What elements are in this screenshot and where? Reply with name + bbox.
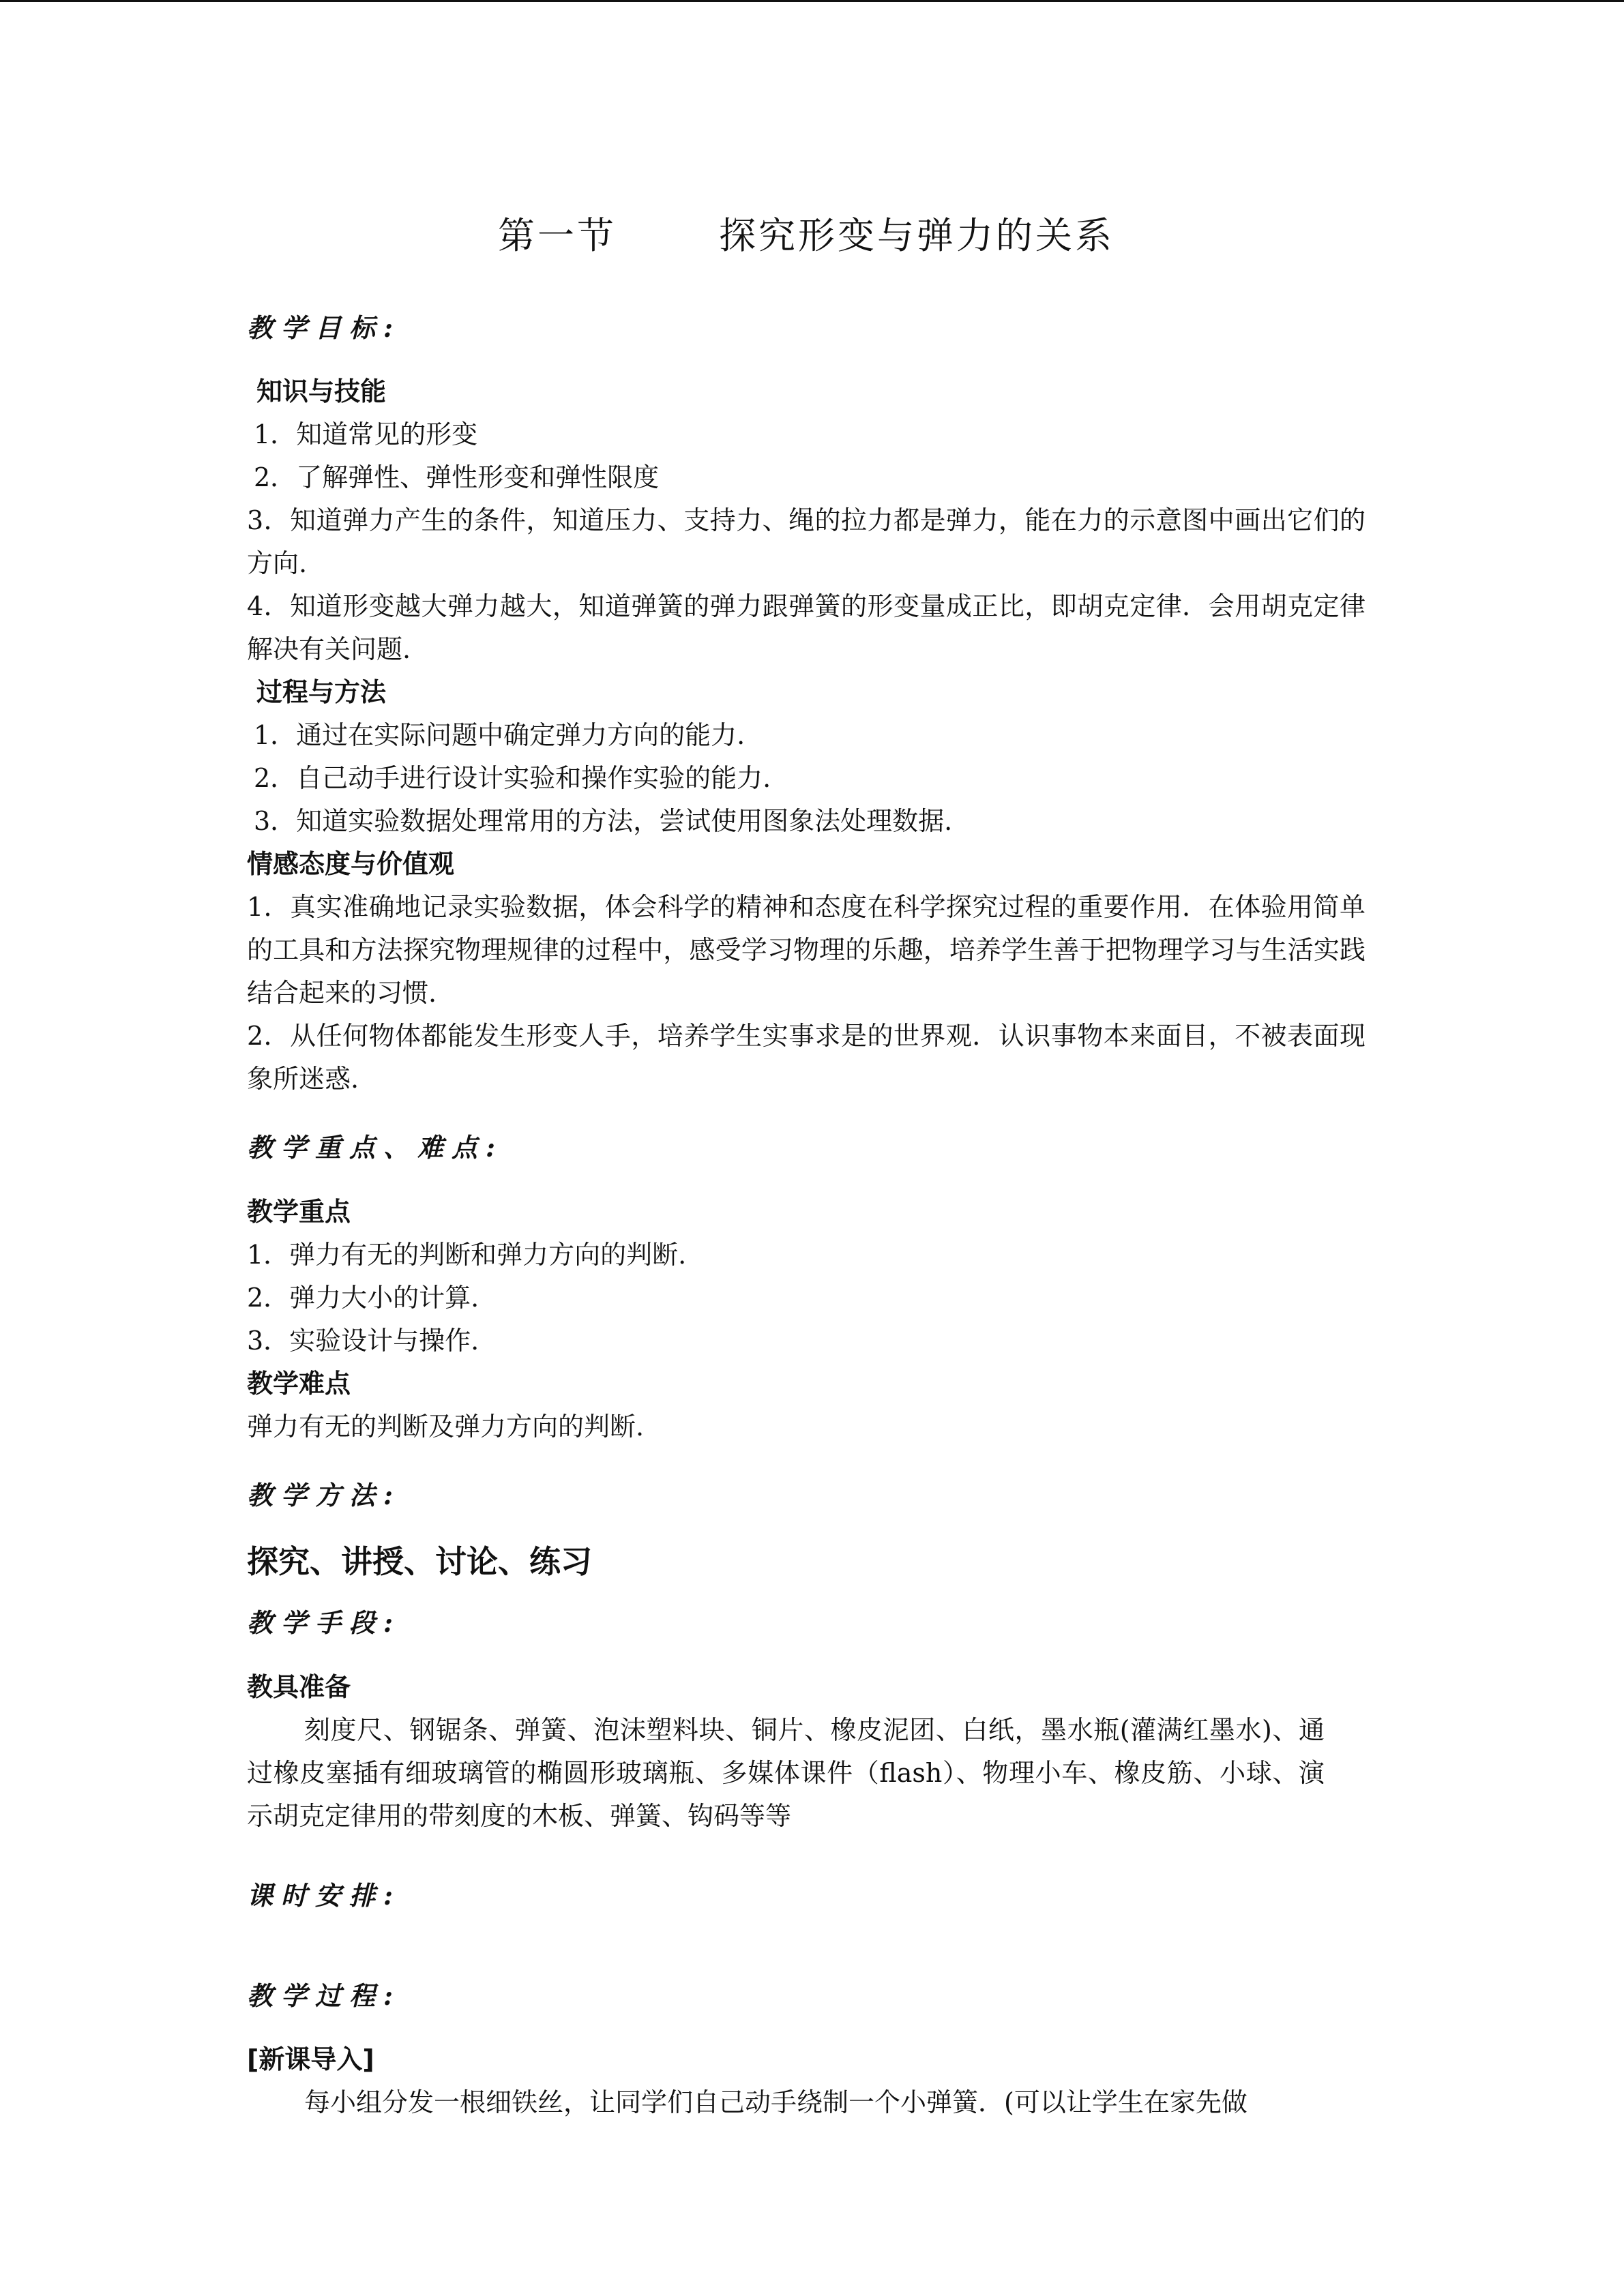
section-heading-means: 教学手段:	[247, 1607, 402, 1639]
document-content	[247, 207, 1365, 2124]
intro-text: 每小组分发一根细铁丝，让同学们自己动手绕制一个小弹簧．(可以让学生在家先做	[304, 2087, 1247, 2118]
knowledge-item: 2．了解弹性、弹性形变和弹性限度	[254, 462, 660, 493]
knowledge-item: 3．知道弹力产生的条件，知道压力、支持力、绳的拉力都是弹力，能在力的示意图中画出它们的方向.	[247, 505, 1365, 579]
subheading-tools: 教具准备	[247, 1671, 351, 1702]
process-item: 1．通过在实际问题中确定弹力方向的能力.	[254, 720, 745, 751]
title-text: 探究形变与弹力的关系	[719, 214, 1114, 257]
section-heading-focus: 教学重点、难点:	[247, 1132, 504, 1163]
subheading-intro: [新课导入]	[247, 2044, 374, 2075]
process-item: 2．自己动手进行设计实验和操作实验的能力.	[254, 763, 771, 794]
subheading-emotion: 情感态度与价值观	[247, 849, 455, 880]
subheading-difficult-points: 教学难点	[247, 1368, 351, 1399]
section-heading-method: 教学方法:	[247, 1479, 402, 1510]
process-item: 3．知道实验数据处理常用的方法，尝试使用图象法处理数据.	[254, 806, 953, 837]
subheading-knowledge: 知识与技能	[256, 376, 387, 407]
section-heading-schedule: 课时安排:	[247, 1879, 402, 1911]
key-point-item: 2．弹力大小的计算.	[247, 1282, 479, 1313]
difficult-point-text: 弹力有无的判断及弹力方向的判断.	[247, 1411, 645, 1442]
section-heading-goals: 教学目标:	[247, 312, 402, 343]
subheading-key-points: 教学重点	[247, 1196, 351, 1227]
key-point-item: 1．弹力有无的判断和弹力方向的判断.	[247, 1239, 687, 1270]
emotion-item: 2．从任何物体都能发生形变人手，培养学生实事求是的世界观．认识事物本来面目，不被表面现象所迷惑.	[247, 1021, 1365, 1094]
knowledge-item: 1．知道常见的形变	[254, 419, 478, 450]
subheading-process: 过程与方法	[256, 677, 387, 708]
tools-text: 刻度尺、钢锯条、弹簧、泡沫塑料块、铜片、橡皮泥团、白纸，墨水瓶(灌满红墨水)、通过橡皮塞插有细玻璃管的椭圆形玻璃瓶、多媒体课件（flash）、物理小车、橡皮筋、小球、演示胡克定律用的带刻度的木板、弹簧、钩码等等	[247, 1714, 1325, 1831]
title-section-number: 第一节	[498, 214, 617, 257]
key-point-item: 3．实验设计与操作.	[247, 1325, 479, 1356]
section-heading-process: 教学过程:	[247, 1980, 402, 2011]
emotion-item: 1．真实准确地记录实验数据，体会科学的精神和态度在科学探究过程的重要作用．在体验用简单的工具和方法探究物理规律的过程中，感受学习物理的乐趣，培养学生善于把物理学习与生活实践结合起来的习惯.	[247, 892, 1365, 1009]
page-title	[247, 207, 1365, 259]
method-text: 探究、讲授、讨论、练习	[247, 1543, 592, 1581]
knowledge-item: 4．知道形变越大弹力越大，知道弹簧的弹力跟弹簧的形变量成正比，即胡克定律．会用胡克定律解决有关问题.	[247, 591, 1365, 665]
